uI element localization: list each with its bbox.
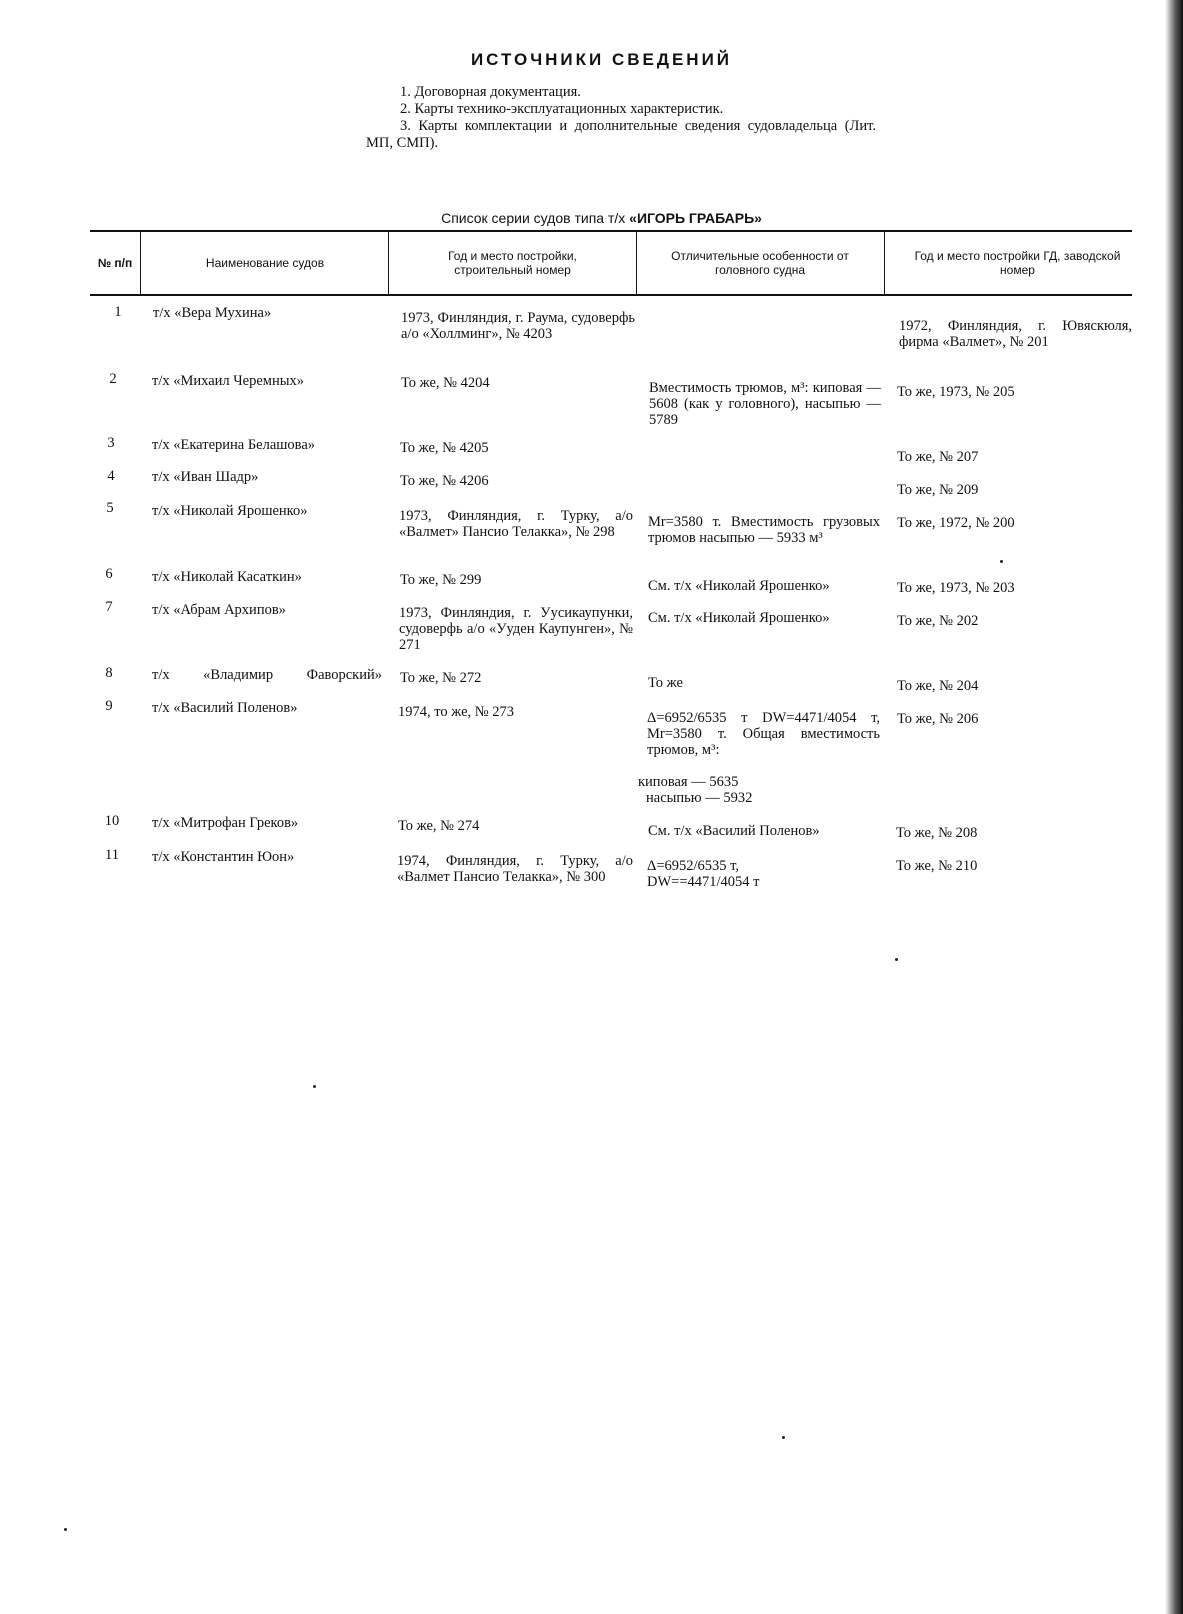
built-info: 1973, Финляндия, г. Раума, судоверфь а/о «Холлминг», № 4203 [401, 310, 635, 342]
row-num: 3 [107, 435, 115, 451]
row-num: 6 [105, 566, 113, 582]
features-bale: киповая — 5635 [638, 774, 739, 790]
ship-name: т/х «Абрам Архипов» [152, 602, 286, 618]
scan-speck [313, 1085, 316, 1088]
ship-name: т/х «Екатерина Белашова» [152, 437, 316, 453]
engine-info: То же, 1973, № 205 [897, 384, 1015, 400]
caption-ship-name: «ИГОРЬ ГРАБАРЬ» [629, 210, 762, 226]
ship-name: т/х «Митрофан Греков» [152, 815, 299, 831]
scan-speck [64, 1528, 67, 1531]
built-info: То же, № 274 [398, 818, 480, 834]
built-info: То же, № 4206 [400, 473, 489, 489]
column-divider [884, 232, 885, 294]
header-num: № п/п [97, 256, 133, 270]
row-num: 4 [107, 468, 115, 484]
built-info: 1974, то же, № 273 [398, 704, 514, 720]
features-info: Δ=6952/6535 т, DW==4471/4054 т [647, 858, 760, 890]
engine-info: То же, № 208 [896, 825, 978, 841]
ship-name: т/х «Константин Юон» [152, 849, 295, 865]
header-features: Отличительные особенности от головного судна [671, 249, 849, 277]
row-num: 1 [114, 304, 122, 320]
row-num: 8 [105, 665, 113, 681]
engine-info: То же, № 204 [897, 678, 979, 694]
engine-info: То же, № 202 [897, 613, 979, 629]
source-item: 1. Договорная документация. [400, 84, 581, 100]
ship-name: т/х «Василий Поленов» [152, 700, 298, 716]
row-num: 5 [106, 500, 114, 516]
features-info: См. т/х «Николай Ярошенко» [648, 610, 830, 626]
row-num: 7 [105, 599, 113, 615]
engine-info: 1972, Финляндия, г. Ювяскюля, фирма «Валмет», № 201 [899, 318, 1132, 350]
source-item: 3. Карты комплектации и дополнительные сведения судовладельца (Лит. МП, СМП). [366, 118, 876, 151]
table-header-rule [90, 294, 1132, 296]
features-bulk: насыпью — 5932 [646, 790, 753, 806]
ship-name: т/х «Владимир Фаворский» [152, 667, 382, 683]
engine-info: То же, 1973, № 203 [897, 580, 1015, 596]
ship-name: т/х «Николай Касаткин» [152, 569, 302, 585]
scan-edge-shadow [1165, 0, 1183, 1614]
engine-info: То же, № 206 [897, 711, 979, 727]
table-caption [0, 210, 1183, 226]
scan-speck [1000, 560, 1003, 563]
engine-info: То же, № 209 [897, 482, 979, 498]
column-divider [388, 232, 389, 294]
row-num: 10 [104, 813, 120, 829]
built-info: 1974, Финляндия, г. Турку, а/о «Валмет Пансио Телакка», № 300 [397, 853, 633, 885]
scan-speck [895, 958, 898, 961]
features-info: Δ=6952/6535 т DW=4471/4054 т, Mr=3580 т. Общая вместимость трюмов, м³: [647, 710, 880, 758]
header-name: Наименование судов [205, 256, 325, 270]
header-built: Год и место постройки, строительный номер [448, 249, 577, 277]
built-info: 1973, Финляндия, г. Уусикаупунки, судоверфь а/о «Ууден Каупунген», № 271 [399, 605, 633, 653]
scan-speck [782, 1436, 785, 1439]
ship-name: т/х «Вера Мухина» [153, 305, 272, 321]
ship-name: т/х «Михаил Черемных» [152, 373, 304, 389]
engine-info: То же, № 210 [896, 858, 978, 874]
built-info: То же, № 299 [400, 572, 482, 588]
built-info: 1973, Финляндия, г. Турку, а/о «Валмет» Пансио Телакка», № 298 [399, 508, 633, 540]
features-info: См. т/х «Николай Ярошенко» [648, 578, 830, 594]
ship-name: т/х «Иван Шадр» [152, 469, 259, 485]
header-engine: Год и место постройки ГД, заводской номер [914, 249, 1121, 277]
row-num: 11 [105, 847, 119, 863]
caption-prefix: Список серии судов типа т/х [441, 210, 626, 226]
engine-info: То же, 1972, № 200 [897, 515, 1015, 531]
built-info: То же, № 4204 [401, 375, 490, 391]
column-divider [140, 232, 141, 294]
features-info: То же [648, 675, 683, 691]
page-title: ИСТОЧНИКИ СВЕДЕНИЙ [470, 50, 733, 69]
built-info: То же, № 272 [400, 670, 482, 686]
features-info: Mr=3580 т. Вместимость грузовых трюмов насыпью — 5933 м³ [648, 514, 880, 546]
features-info: Вместимость трюмов, м³: киповая — 5608 (как у головного), насыпью — 5789 [649, 380, 881, 428]
engine-info: То же, № 207 [897, 449, 979, 465]
ship-name: т/х «Николай Ярошенко» [152, 503, 308, 519]
row-num: 9 [105, 698, 113, 714]
row-num: 2 [109, 371, 117, 387]
column-divider [636, 232, 637, 294]
features-info: См. т/х «Василий Поленов» [648, 823, 820, 839]
built-info: То же, № 4205 [400, 440, 489, 456]
source-item: 2. Карты технико-эксплуатационных характеристик. [400, 101, 724, 117]
sources-list [366, 84, 876, 152]
